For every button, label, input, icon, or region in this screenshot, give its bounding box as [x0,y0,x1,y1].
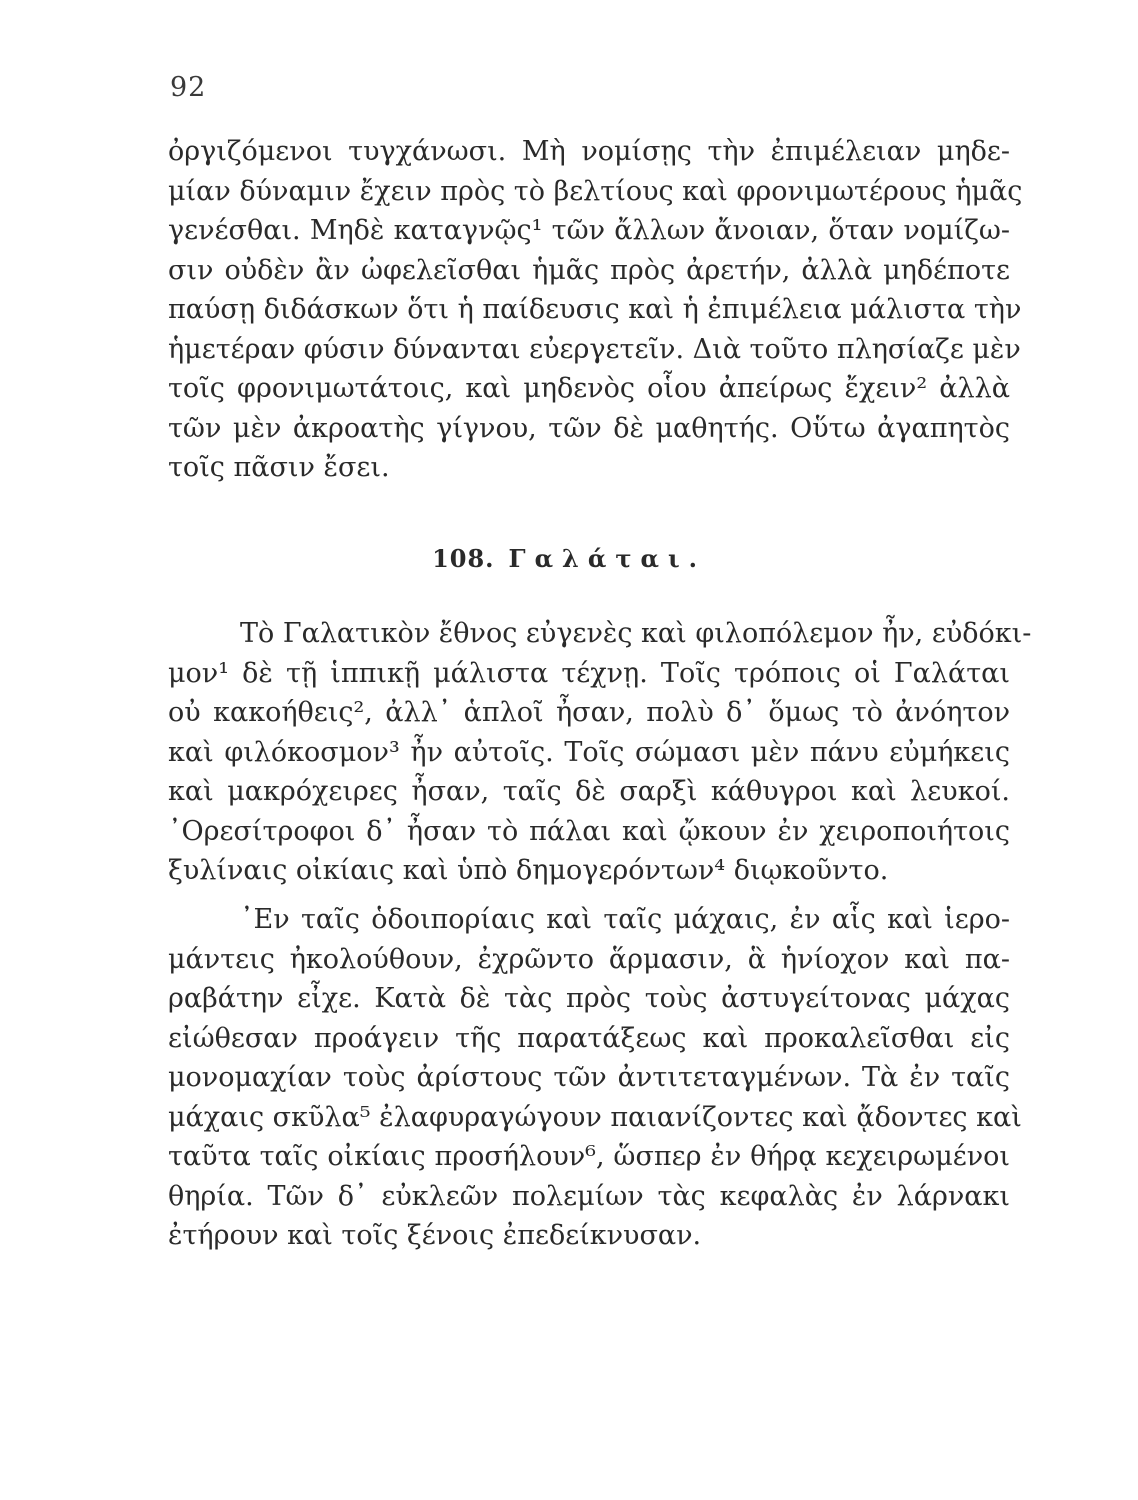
text-line: μάχαις σκῦλα⁵ ἐλαφυραγώγουν παιανίζοντες καὶ ᾄδοντες καὶ [168,1101,1022,1133]
text-line: οὐ κακοήθεις², ἀλλ᾽ ἁπλοῖ ἦσαν, πολὺ δ᾽ ὅμως τὸ ἀνόητον [168,697,1010,728]
text-line: ταῦτα ταῖς οἰκίαις προσήλουν⁶, ὥσπερ ἐν θήρᾳ κεχειρωμένοι [168,1141,1010,1172]
text-line: μον¹ δὲ τῇ ἱππικῇ μάλιστα τέχνῃ. Τοῖς τρόποις οἱ Γαλάται [168,657,1010,689]
text-line: τοῖς φρονιμωτάτοις, καὶ μηδενὸς οἷου ἀπείρως ἔχειν² ἀλλὰ [168,373,1010,404]
section-title: Γαλάται. [508,544,706,573]
text-line: θηρία. Τῶν δ᾽ εὐκλεῶν πολεμίων τὰς κεφαλὰς ἐν λάρνακι [168,1180,1010,1212]
text-line: καὶ φιλόκοσμον³ ἦν αὐτοῖς. Τοῖς σώμασι μὲν πάνυ εὐμήκεις [168,736,1010,768]
text-line: τῶν μὲν ἀκροατὴς γίγνου, τῶν δὲ μαθητής. Οὕτω ἀγαπητὸς [168,412,1010,444]
text-line: ὀργιζόμενοι τυγχάνωσι. Μὴ νομίσῃς τὴν ἐπιμέλειαν μηδε- [168,136,1010,167]
text-line: γενέσθαι. Μηδὲ καταγνῷς¹ τῶν ἄλλων ἄνοιαν, ὅταν νομίζω- [168,215,1010,246]
text-line: παύσῃ διδάσκων ὅτι ἡ παίδευσις καὶ ἡ ἐπιμέλεια μάλιστα τὴν [168,294,1022,325]
text-line: καὶ μακρόχειρες ἦσαν, ταῖς δὲ σαρξὶ κάθυγροι καὶ λευκοί. [168,776,1010,807]
text-line: ἡμετέραν φύσιν δύνανται εὐεργετεῖν. Διὰ τοῦτο πλησίαζε μὲν [168,333,1021,365]
text-line: εἰώθεσαν προάγειν τῆς παρατάξεως καὶ προκαλεῖσθαι εἰς [168,1022,1010,1054]
text-line: μάντεις ἠκολούθουν, ἐχρῶντο ἅρμασιν, ἃ ἡνίοχον καὶ πα- [168,943,1010,975]
paragraph-3 [168,900,1022,1256]
section-heading [0,544,1138,573]
text-line: ἐτήρουν καὶ τοῖς ξένοις ἐπεδείκνυσαν. [168,1220,702,1251]
text-line: Τὸ Γαλατικὸν ἔθνος εὐγενὲς καὶ φιλοπόλεμον ἦν, εὐδόκι- [240,618,1032,649]
section-number: 108. [432,544,495,573]
text-line: ᾽Εν ταῖς ὁδοιπορίαις καὶ ταῖς μάχαις, ἐν αἷς καὶ ἱερο- [240,904,1010,935]
text-line: ραβάτην εἶχε. Κατὰ δὲ τὰς πρὸς τοὺς ἀστυγείτονας μάχας [168,983,1010,1014]
text-line: ᾽Ορεσίτροφοι δ᾽ ἦσαν τὸ πάλαι καὶ ᾤκουν ἐν χειροποιήτοις [168,815,1010,847]
text-line: σιν οὐδὲν ἂν ὠφελεῖσθαι ἡμᾶς πρὸς ἀρετήν, ἀλλὰ μηδέποτε [168,254,1010,286]
page-number: 92 [170,72,207,103]
paragraph-2 [168,614,1032,891]
text-line: τοῖς πᾶσιν ἔσει. [168,452,390,483]
text-line: ξυλίναις οἰκίαις καὶ ὑπὸ δημογερόντων⁴ διῳκοῦντο. [168,855,889,886]
paragraph-1 [168,132,1023,488]
text-line: μονομαχίαν τοὺς ἀρίστους τῶν ἀντιτεταγμένων. Τὰ ἐν ταῖς [168,1062,1010,1093]
text-line: μίαν δύναμιν ἔχειν πρὸς τὸ βελτίους καὶ φρονιμωτέρους ἡμᾶς [168,175,1023,207]
